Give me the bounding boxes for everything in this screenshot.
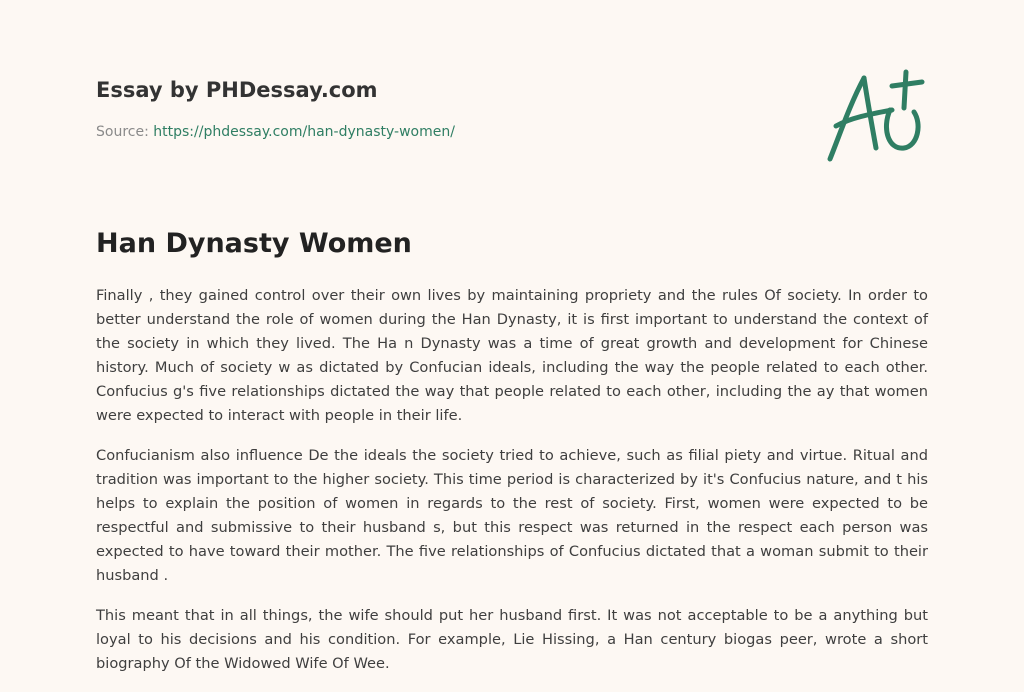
- paragraph: This meant that in all things, the wife should put her husband first. It was not acceptable to be a anything but loyal to his decisions and his condition. For example, Lie Hissing, a Han century biogas peer, wrote a short biography Of the Widowed Wife Of Wee.: [96, 607, 928, 672]
- paragraph: Confucianism also influence De the ideals the society tried to achieve, such as filial piety and virtue. Ritual and tradition was important to the higher society. This time period is characterized by it's Confucius nature, and t his helps to explain the position of women in regards to the rest of society. First, women were expected to be respectful and submissive to their husband s, but this respect was returned in the respect each person was expected to have toward their mother. The five relationships of Confucius dictated that a woman submit to their husband .: [96, 447, 928, 584]
- essay-header: [96, 76, 796, 142]
- essay-title: Han Dynasty Women: [96, 228, 412, 259]
- a-plus-grade-logo: [820, 64, 930, 168]
- site-brand: Essay by PHDessay.com: [96, 78, 378, 102]
- source-link[interactable]: https://phdessay.com/han-dynasty-women/: [153, 124, 455, 140]
- essay-body: [96, 284, 928, 692]
- paragraph: Finally , they gained control over their own lives by maintaining propriety and the rules Of society. In order to better understand the role of women during the Han Dynasty, it is first important to understand the context of the society in which they lived. The Ha n Dynasty was a time of great growth and development for Chinese history. Much of society w as dictated by Confucian ideals, including the way the people related to each other. Confucius g's five relationships dictated the way that people related to each other, including the ay that women were expected to interact with people in their life.: [96, 287, 928, 424]
- source-line: [96, 122, 796, 142]
- source-label: Source:: [96, 124, 149, 140]
